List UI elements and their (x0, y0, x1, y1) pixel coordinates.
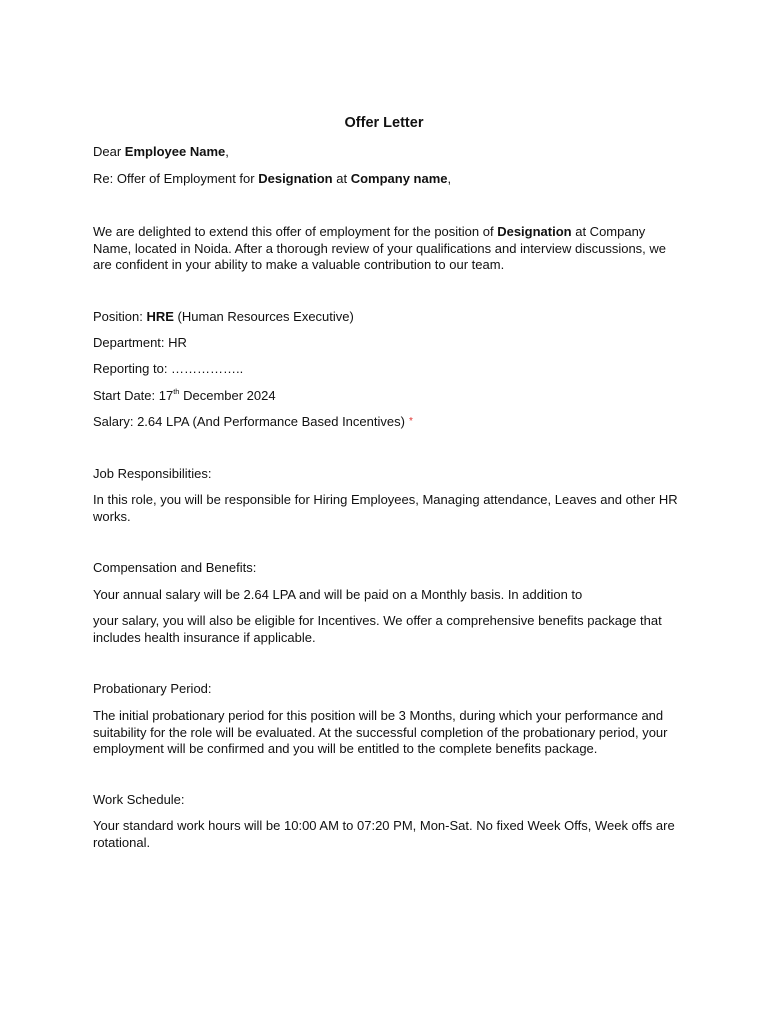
intro-designation: Designation (497, 224, 572, 239)
start-date-prefix: Start Date: 17 (93, 388, 174, 403)
compensation-line-1: Your annual salary will be 2.64 LPA and will be paid on a Monthly basis. In addition to (93, 587, 583, 602)
re-line (93, 171, 683, 188)
salutation-prefix: Dear (93, 144, 125, 159)
department-line: Department: HR (93, 335, 187, 350)
re-prefix: Re: Offer of Employment for (93, 171, 259, 186)
job-responsibilities-heading: Job Responsibilities: (93, 466, 212, 481)
job-responsibilities-text: In this role, you will be responsible for Hiring Employees, Managing attendance, Leaves and other HR works. (93, 492, 678, 524)
intro-rest: at Company Name, located in Noida. After a thorough review of your qualifications and interview discussions, we are confident in your ability to make a valuable contribution to our team. (93, 224, 667, 272)
re-middle: at (332, 171, 351, 186)
salutation-suffix: , (225, 144, 229, 159)
compensation-heading: Compensation and Benefits: (93, 560, 257, 575)
re-company: Company name (350, 171, 448, 186)
position-line (93, 309, 683, 326)
work-schedule-text: Your standard work hours will be 10:00 AM to 07:20 PM, Mon-Sat. No fixed Week Offs, Week offs are rotational. (93, 818, 675, 850)
employee-name: Employee Name (124, 144, 226, 159)
probation-text: The initial probationary period for this position will be 3 Months, during which your performance and suitability for the role will be evaluated. At the successful completion of the probationary period, your employment will be confirmed and you will be entitled to the complete benefits package. (93, 708, 668, 756)
start-date-rest: December 2024 (179, 388, 276, 403)
probation-heading: Probationary Period: (93, 681, 212, 696)
salary-line (93, 414, 683, 431)
reporting-line: Reporting to: …………….. (93, 361, 244, 376)
letter-title: Offer Letter (344, 115, 424, 131)
start-date-line (93, 388, 683, 405)
re-designation: Designation (258, 171, 333, 186)
work-schedule-heading: Work Schedule: (93, 792, 185, 807)
salutation (93, 144, 683, 161)
intro-paragraph (93, 224, 683, 274)
intro-prefix: We are delighted to extend this offer of employment for the position of (93, 224, 498, 239)
compensation-line-2: your salary, you will also be eligible for Incentives. We offer a comprehensive benefits package that includes health insurance if applicable. (93, 613, 662, 645)
asterisk-mark: * (408, 416, 413, 427)
position-label: Position: (93, 309, 147, 324)
start-date-ordinal: th (173, 387, 180, 396)
position-full: (Human Resources Executive) (173, 309, 354, 324)
salary-text: Salary: 2.64 LPA (And Performance Based Incentives) (93, 414, 405, 429)
re-suffix: , (447, 171, 452, 186)
position-code: HRE (146, 309, 174, 324)
